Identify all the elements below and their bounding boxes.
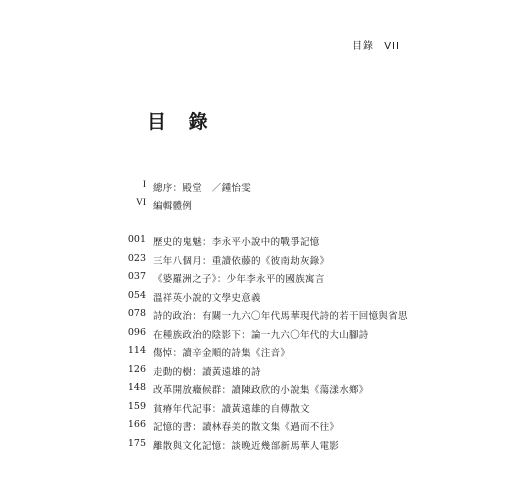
toc-entry-title: 改革開放癥候群：讀陳政欣的小說集《蕩漾水鄉》 bbox=[153, 385, 369, 396]
running-head bbox=[352, 37, 400, 52]
toc-page-number: 096 bbox=[127, 327, 146, 338]
toc-entry-title: 總序：殿堂 ／鍾怡雯 bbox=[153, 183, 252, 194]
toc-page-number: 001 bbox=[127, 234, 146, 245]
toc-entry-title: 編輯體例 bbox=[153, 201, 193, 212]
toc-entry-title: 記憶的書：讀林春美的散文集《過而不往》 bbox=[153, 422, 340, 433]
toc-entry-title: 三年八個月：重讀依藤的《彼南劫灰錄》 bbox=[153, 256, 330, 267]
toc-entry-title: 詩的政治：有關一九六〇年代馬華現代詩的若干回憶與省思 bbox=[153, 311, 408, 322]
toc-page-number: 159 bbox=[127, 401, 146, 412]
running-head-label: 目錄 bbox=[352, 41, 374, 52]
page-title: 目 錄 bbox=[147, 111, 216, 133]
toc-page-number: 023 bbox=[127, 253, 146, 264]
toc-page-number: I bbox=[142, 180, 146, 190]
toc-entry-title: 貧瘠年代記事：讀黃遠雄的自傳散文 bbox=[153, 404, 310, 415]
toc-entry-title: 傷悼：讀辛金順的詩集《注音》 bbox=[153, 348, 291, 359]
toc-entry-title: 走動的樹：讀黃遠雄的詩 bbox=[153, 367, 261, 378]
toc-page-number: 175 bbox=[127, 438, 146, 449]
toc-entry-title: 歷史的鬼魅：李永平小說中的戰爭記憶 bbox=[153, 237, 320, 248]
toc-page-number: 166 bbox=[127, 419, 146, 430]
toc-page-number: 114 bbox=[127, 345, 146, 356]
toc-page-number: 126 bbox=[127, 364, 146, 375]
toc-entry-title: 在種族政治的陰影下：論一九六〇年代的大山腳詩 bbox=[153, 330, 369, 341]
running-head-page: VII bbox=[384, 41, 400, 52]
toc-page-number: 054 bbox=[127, 290, 146, 301]
toc-entry-title: 離散與文化記憶：談晚近幾部新馬華人電影 bbox=[153, 441, 340, 452]
toc-page-number: VI bbox=[135, 198, 146, 208]
toc-page-number: 148 bbox=[127, 382, 146, 393]
toc-entry-title: 溫祥英小說的文學史意義 bbox=[153, 293, 261, 304]
toc-page-number: 037 bbox=[127, 271, 146, 282]
toc-entry-title: 《婆羅洲之子》：少年李永平的國族寓言 bbox=[153, 274, 325, 285]
toc-page-number: 078 bbox=[127, 308, 146, 319]
